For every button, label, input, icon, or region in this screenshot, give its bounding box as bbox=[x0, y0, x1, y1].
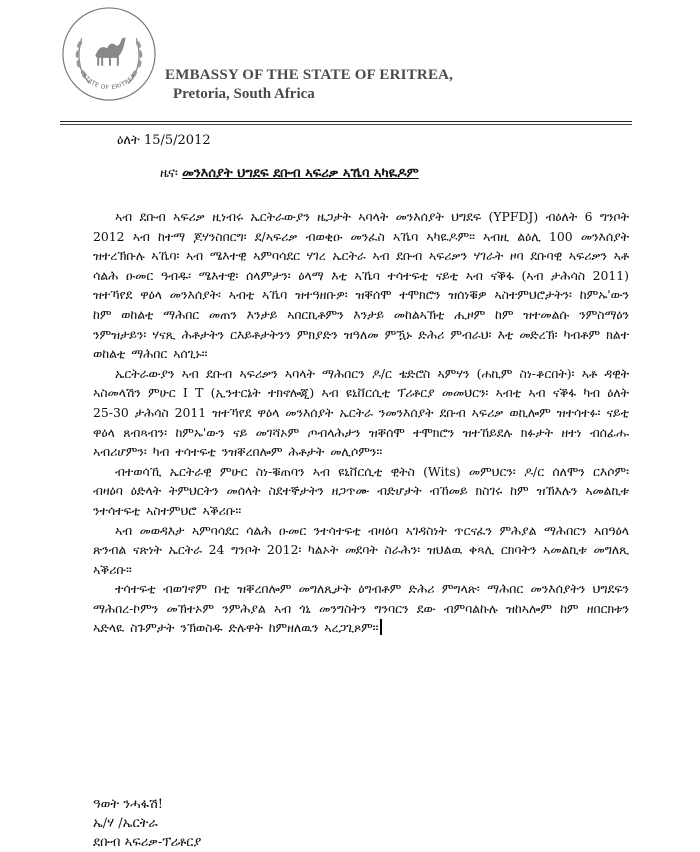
subject-title: መንእሰያት ህግደፍ ደቡብ ኣፍሪቃ ኣኼባ ኣካዪዶም bbox=[182, 166, 419, 181]
letterhead bbox=[165, 67, 453, 103]
text-cursor bbox=[380, 619, 382, 635]
svg-text:STATE OF ERITREA bbox=[81, 73, 138, 91]
embassy-location: Pretoria, South Africa bbox=[173, 86, 315, 102]
closing-office: ኤ/ሃ /ኤርትራ bbox=[93, 816, 158, 831]
body-paragraph-3: ብተወሳኺ ኤርትራዊ ምሁር ስነ-ቑጠባን ኣብ ዩኒቨርሲቲ ዊትስ (Wits) መምህርን፡ ዶ/ር ሰለሞን ርእሶም፡ ብዛዕባ ዕድላት ትምህርትን መሰላት ስደተኞታትን ዘጋጥሙ ብድሆታት ብኸመይ ክስገሩ ከም ዝኽእሉን ኣመልኪቱ ንተሳተፍቲ ኣስተምህሮ ኣቕሪቡ። bbox=[93, 463, 629, 518]
letter-date: ዕለት 15/5/2012 bbox=[117, 133, 211, 148]
body-paragraph-2: ኤርትራውያን ኣብ ደቡብ ኣፍሪቃን ኣባላት ማሕበርን ዶ/ር ቴድሮስ ኣምሃን (ሐኪም ስነ-ቆርበት)፡ ኣቶ ዳዊት ኣስመላሽን ምሁር I T (ኢንተርኔት ተክኖሎጂ) ኣብ ዩኒቨርሲቲ ፕሪቶርያ መመህርን፡ ኣብቲ ኣብ ናቕፋ ካብ ዕለት 25-30 ታሕሳስ 2011 ዝተኻየደ ዋዕላ መንእሰያት ኤርትራ ንመንእሰያት ደቡብ ኣፍሪቃ ወኪሎም ዝተሳተፉ፡ ናይቲ ዋዕላ ጸብጻብን፡ ከምኡ'ውን ናይ መገሻኦም ጦብላሕታን ዝቐሰሞ ተሞክሮን ዝተኸይደሉ ክፉታት ዘተነ ብሰፊሑ ኣብሪሆምን፡ ካብ ተሳተፍቲ ንዝቐረበሎም ሕቶታት መሊሶምን። bbox=[93, 365, 629, 460]
body-paragraph-5[interactable] bbox=[93, 579, 629, 638]
body-paragraph-1: ኣብ ደቡብ ኣፍሪቃ ዚነብሩ ኤርትራውያን ዜጋታት ኣባላት መንእሰያት ህግደፍ (YPFDJ) ብዕለት 6 ግንቦት 2012 ኣብ ከተማ ጆሃንስበርግ፡ ደ/ኣፍሪቃ ብወቂዑ መንፈስ ኣኼባ ኣካዪዶም። ኣብዚ ልዕሊ 100 መንእሰያት ዝተረኽቡሉ ኣኼባ፡ ኣብ ሜእተዊ ኣምባሳደር ሃገረ ኤርትራ ኣብ ደቡብ ኣፍሪቃን ሃገራት ዞባ ደቡባዊ ኣፍሪቃን ኣቶ ሳልሕ ዑመር ዓብዱ፡ ሜእተዊ፡ ሰላምታን፡ ዕላማ እቲ ኣኼባ ተሳተፍቲ ናይቲ ኣብ ናቕፋ (ኣብ ታሕሳስ 2011) ዝተኻየደ ዋዕላ መንእሰያት፡ ኣብቲ ኣኼባ ዝተዓዘቡዎ፡ ዝቐሰሞ ተሞክሮን ዝሰነቑዎ ኣስተምህሮታትን፡ ከምኡ'ውን ከም ወከልቲ ማሕበር መጠን እንታይ ኣበርኪቶምን እንታይ መከልኣኽቲ ሒዞም ከም ዝተመልሱ ንምስማዕን ንምዝታይን፡ ሃናጺ ሕቶታትን ርእይቶታትንን ምክያድን ዝዓለመ ምዃኑ ድሕሪ ምብራህ፡ እቲ መድረኽ፡ ካብቶም ክልተ ወከልቲ ማሕበር ኣሰጊኑ። bbox=[93, 209, 629, 362]
letter-body bbox=[93, 207, 629, 638]
body-paragraph-5-text: ተሳተፍቲ ብወገኖም በቲ ዝቐረበሎም መግለጺታት ዕግብቶም ድሕሪ ምግላጽ፡ ማሕበር መንእሰያትን ህግደፍን ማሕበረ-ኮምን መኽተኦም ንምሕያል ኣብ ጎኒ መንግስትን ግንባርን ደው ብምባልኩሉ ዝከኣሎም ከም ዘበርክቱን ኣድላዪ ስጉምታት ንኽወስዱ ድሉዋት ከምዘለዉን ኣረጋጊጾም። bbox=[93, 581, 629, 636]
closing-block bbox=[93, 795, 201, 852]
embassy-name: EMBASSY OF THE STATE OF ERITREA, bbox=[165, 67, 454, 83]
header-rule bbox=[60, 121, 632, 122]
closing-slogan: ዓወት ንሓፋሽ! bbox=[93, 797, 163, 812]
header-rule-thin bbox=[60, 124, 632, 125]
closing-location: ደቡብ ኣፍሪቃ-ፕሪቶርያ bbox=[93, 835, 202, 850]
seal-text: STATE OF ERITREA bbox=[80, 73, 138, 92]
body-paragraph-4: ኣብ መወዳእታ ኣምባሳደር ሳልሕ ዑመር ንተሳተፍቲ ብዛዕባ ኣገዳስነት ጥርናፈን ምሕያል ማሕበርን ኣበዓዕላ ጽንብል ናጽነት ኤርትራ 24 ግንቦት 2012፡ ካልኦት መደባት ስራሕን፡ ዝህልዉ ቀጻሊ ርክባትን ኣመልኪቱ መግለጺ ኣቕሪቡ። bbox=[93, 522, 629, 577]
subject-line bbox=[160, 166, 419, 181]
subject-label: ዜና፡ bbox=[160, 166, 178, 181]
embassy-seal bbox=[60, 5, 158, 103]
